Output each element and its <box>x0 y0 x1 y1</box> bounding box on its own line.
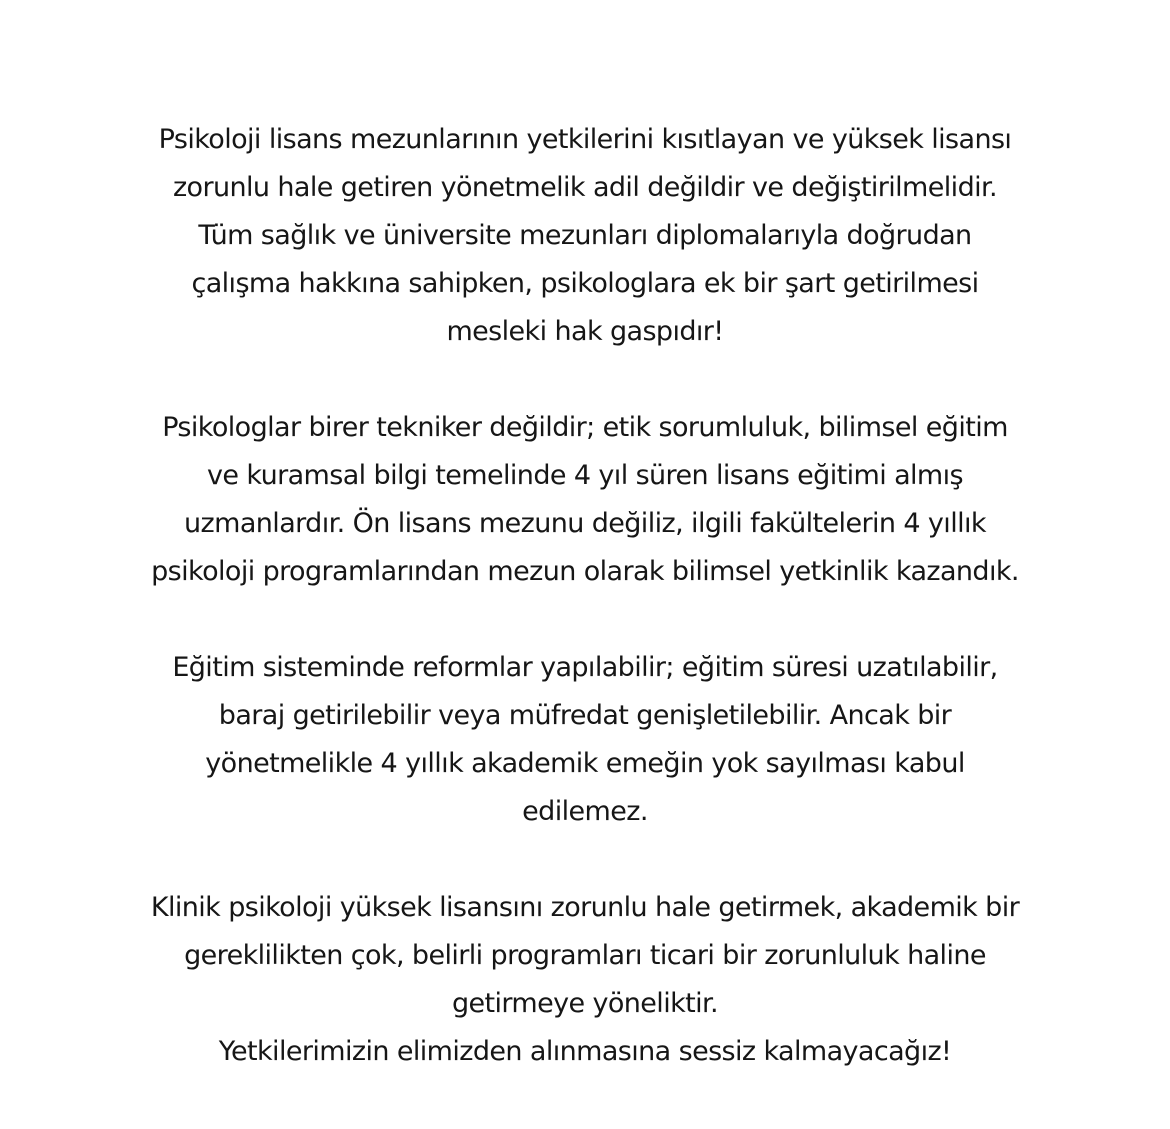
paragraph-psychologists <box>0 404 1170 596</box>
text-line: Eğitim sisteminde reformlar yapılabilir; eğitim süresi uzatılabilir, <box>172 652 998 683</box>
text-line: Klinik psikoloji yüksek lisansını zorunlu hale getirmek, akademik bir <box>150 892 1020 923</box>
text-line: Tüm sağlık ve üniversite mezunları diplomalarıyla doğrudan <box>198 220 972 251</box>
text-line: çalışma hakkına sahipken, psikologlara ek bir şart getirilmesi <box>191 268 979 299</box>
text-line: baraj getirilebilir veya müfredat genişletilebilir. Ancak bir <box>218 700 952 731</box>
paragraph-clinical <box>0 884 1170 1076</box>
text-line: Psikoloji lisans mezunlarının yetkilerini kısıtlayan ve yüksek lisansı <box>158 124 1012 155</box>
text-line: zorunlu hale getiren yönetmelik adil değildir ve değiştirilmelidir. <box>172 172 998 203</box>
paragraph-regulation <box>0 116 1170 356</box>
text-line: yönetmelikle 4 yıllık akademik emeğin yok sayılması kabul <box>205 748 965 779</box>
statement-document <box>0 116 1170 1076</box>
text-line: ve kuramsal bilgi temelinde 4 yıl süren lisans eğitimi almış <box>207 460 963 491</box>
text-line: psikoloji programlarından mezun olarak bilimsel yetkinlik kazandık. <box>151 556 1019 587</box>
text-line: Yetkilerimizin elimizden alınmasına sessiz kalmayacağız! <box>218 1036 952 1067</box>
text-line: getirmeye yöneliktir. <box>451 988 719 1019</box>
text-line: uzmanlardır. Ön lisans mezunu değiliz, ilgili fakültelerin 4 yıllık <box>184 508 986 539</box>
text-line: gereklilikten çok, belirli programları ticari bir zorunluluk haline <box>184 940 986 971</box>
text-line: edilemez. <box>522 796 648 827</box>
paragraph-reforms <box>0 644 1170 836</box>
text-line: Psikologlar birer tekniker değildir; etik sorumluluk, bilimsel eğitim <box>162 412 1008 443</box>
text-line: mesleki hak gaspıdır! <box>446 316 724 347</box>
